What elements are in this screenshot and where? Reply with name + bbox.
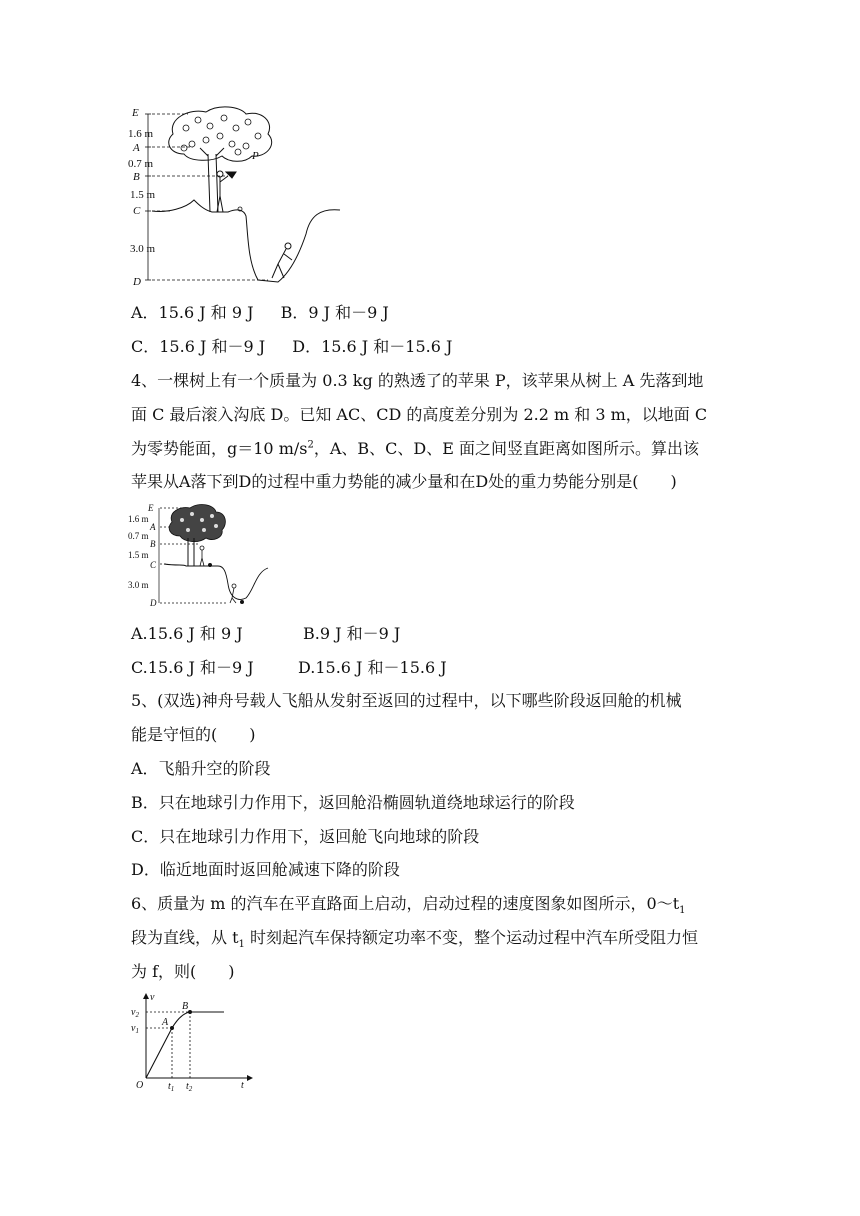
- small-dist-3-0: 3.0 m: [128, 580, 149, 590]
- q4-line-3-pre: 为零势能面，g＝10 m/s: [131, 439, 308, 458]
- q6-line-1-sub: 1: [679, 905, 686, 917]
- t1-label: $t_1$: [168, 1081, 175, 1093]
- small-label-b: B: [150, 539, 156, 549]
- q4-option-c: C.15.6 J 和－9 J: [131, 658, 254, 677]
- tree-ditch-figure-small: [128, 502, 270, 610]
- q6-line-1-text: 6、质量为 m 的汽车在平直路面上启动，启动过程的速度图象如图所示，0～t: [131, 894, 680, 913]
- q6-line-2: [131, 928, 698, 951]
- q4-line-3-post: ，A、B、C、D、E 面之间竖直距离如图所示。算出该: [313, 439, 699, 458]
- q5-line-1: 5、(双选)神舟号载人飞船从发射至返回的过程中，以下哪些阶段返回舱的机械: [131, 691, 682, 710]
- small-dist-1-5: 1.5 m: [128, 550, 149, 560]
- dist-1-5: 1.5 m: [130, 189, 156, 201]
- q5-line-2: 能是守恒的( ): [131, 725, 256, 744]
- q4-line-3: [131, 439, 699, 459]
- label-c: C: [133, 205, 141, 217]
- small-label-e: E: [148, 503, 154, 513]
- q5-option-c: C．只在地球引力作用下，返回舱飞向地球的阶段: [131, 827, 480, 846]
- small-label-c: C: [150, 560, 157, 570]
- q6-line-2-post: 时刻起汽车保持额定功率不变，整个运动过程中汽车所受阻力恒: [244, 928, 698, 947]
- q6-line-1: [131, 894, 686, 917]
- q4-option-d: D.15.6 J 和－15.6 J: [298, 658, 447, 677]
- point-b-dot: [188, 1010, 192, 1014]
- q6-line-2-pre: 段为直线，从 t: [131, 928, 239, 947]
- dist-1-6: 1.6 m: [128, 128, 154, 140]
- axis-v-label: v: [150, 992, 155, 1003]
- label-d: D: [133, 276, 141, 288]
- t2-label: $t_2$: [186, 1081, 193, 1093]
- q4-line-2: 面 C 最后滚入沟底 D。已知 AC、CD 的高度差分别为 2.2 m 和 3 m，以地面 C: [131, 405, 708, 424]
- label-a: A: [133, 142, 140, 154]
- velocity-time-graph: [128, 990, 258, 1094]
- velocity-curve: [146, 1012, 224, 1078]
- dist-0-7: 0.7 m: [128, 158, 154, 170]
- origin-label: O: [136, 1080, 144, 1091]
- q4-option-b: B.9 J 和－9 J: [303, 624, 401, 643]
- q3-option-d: D．15.6 J 和－15.6 J: [292, 337, 453, 356]
- v1-label: $v_1$: [131, 1023, 139, 1035]
- q3-option-a: A．15.6 J 和 9 J: [131, 303, 254, 322]
- q3-option-c: C．15.6 J 和－9 J: [131, 337, 266, 356]
- q4-option-a: A.15.6 J 和 9 J: [131, 624, 243, 643]
- q5-option-a: A．飞船升空的阶段: [131, 759, 271, 778]
- small-label-d: D: [150, 598, 157, 608]
- q4-line-4: 苹果从A落下到D的过程中重力势能的减少量和在D处的重力势能分别是( ): [131, 472, 677, 491]
- q3-option-b: B．9 J 和－9 J: [280, 303, 389, 322]
- q6-line-2-sub: 1: [238, 939, 245, 951]
- point-b-label: B: [182, 1001, 189, 1012]
- tree-ditch-figure-large: [128, 104, 348, 290]
- q4-options-row1: [131, 624, 401, 644]
- point-a-label: A: [162, 1017, 169, 1028]
- small-label-a: A: [150, 522, 156, 532]
- q3-options-row2: [131, 337, 452, 357]
- q4-options-row2: [131, 658, 447, 678]
- dist-3-0: 3.0 m: [130, 243, 156, 255]
- q4-superscript: 2: [307, 439, 314, 451]
- q5-option-d: D．临近地面时返回舱减速下降的阶段: [131, 860, 400, 879]
- point-a-dot: [170, 1026, 174, 1030]
- axis-t-label: t: [241, 1080, 244, 1091]
- v2-label: $v_2$: [131, 1007, 139, 1019]
- q5-option-b: B．只在地球引力作用下，返回舱沿椭圆轨道绕地球运行的阶段: [131, 793, 575, 812]
- small-dist-0-7: 0.7 m: [128, 531, 149, 541]
- label-e: E: [132, 107, 139, 119]
- label-b: B: [133, 171, 140, 183]
- q3-options-row1: [131, 303, 389, 323]
- small-dist-1-6: 1.6 m: [128, 514, 149, 524]
- q6-line-3: 为 f，则( ): [131, 962, 235, 981]
- label-p: P: [252, 150, 259, 162]
- q4-line-1: 4、一棵树上有一个质量为 0.3 kg 的熟透了的苹果 P，该苹果从树上 A 先落到地: [131, 371, 704, 390]
